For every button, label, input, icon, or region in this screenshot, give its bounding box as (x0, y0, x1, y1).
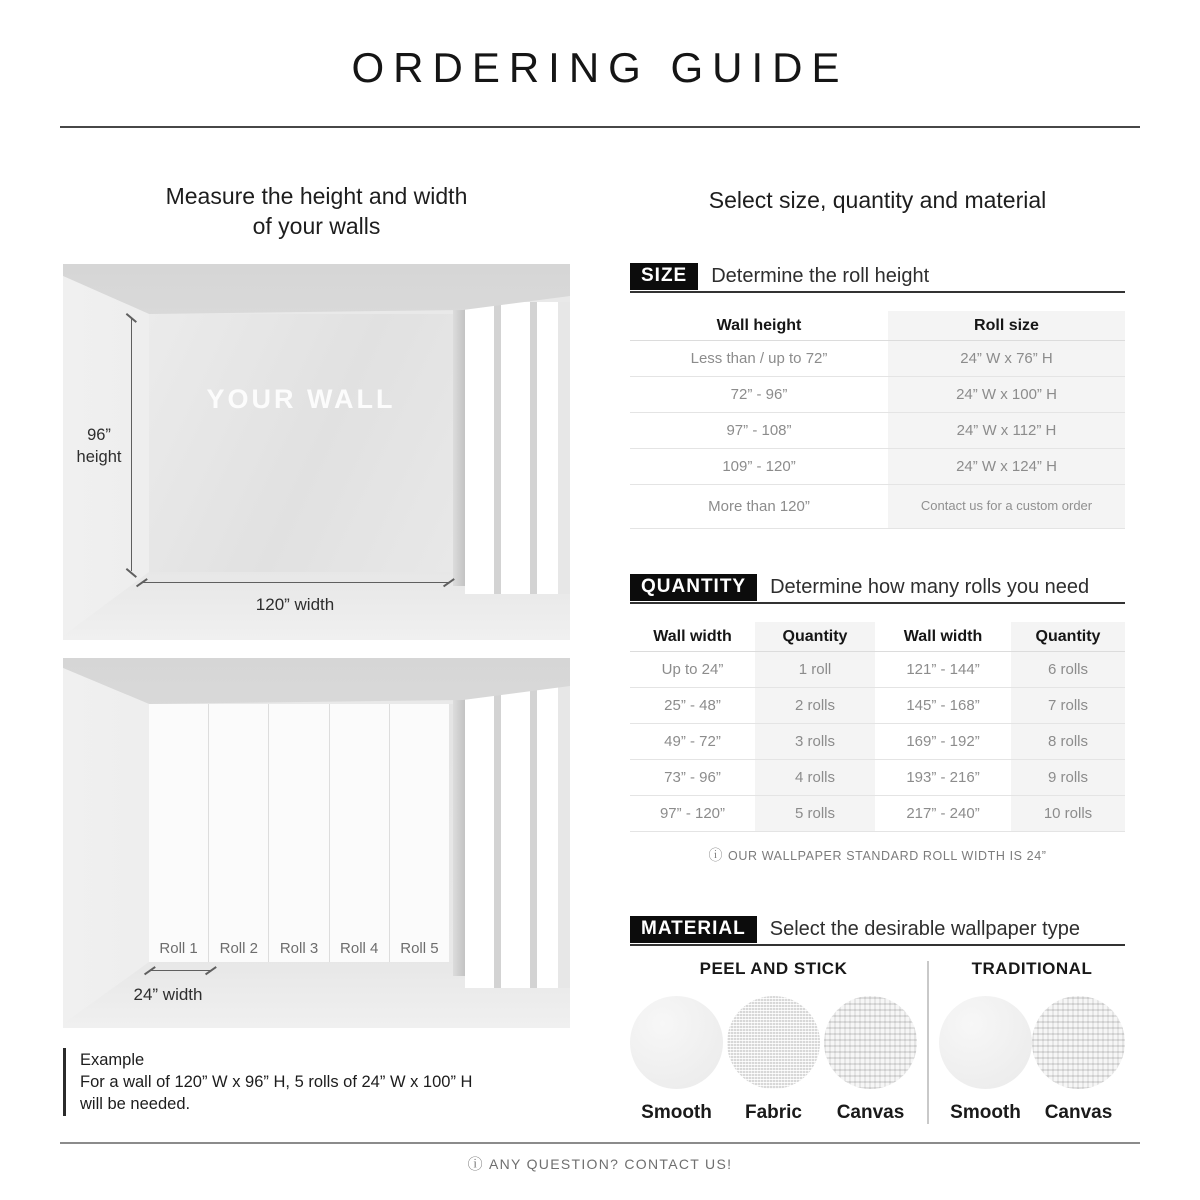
example-block (63, 1048, 573, 1116)
width-measure-line (141, 582, 449, 583)
window-mullion (530, 302, 537, 594)
measure-tick (204, 966, 216, 975)
measure-tick (144, 966, 156, 975)
roll-width-note (630, 845, 1125, 865)
size-table-cell: Less than / up to 72” (630, 341, 888, 377)
size-table-cell: More than 120” (630, 485, 888, 529)
height-word: height (76, 448, 122, 467)
example-title: Example (80, 1051, 145, 1069)
quantity-table-cell: 7 rolls (1011, 688, 1125, 724)
material-section (630, 916, 1125, 1124)
quantity-table-cell: 5 rolls (755, 796, 875, 832)
height-value: 96” (87, 426, 111, 444)
roll-label: Roll 3 (279, 940, 319, 957)
footer-contact (0, 1153, 1200, 1174)
size-table-cell: 24” W x 124” H (888, 449, 1125, 485)
canvas-texture-swatch (824, 996, 917, 1089)
window (465, 682, 570, 988)
material-badge: MATERIAL (630, 916, 757, 943)
quantity-table-cell: 8 rolls (1011, 724, 1125, 760)
quantity-table-cell: 193” - 216” (875, 760, 1011, 796)
quantity-badge: QUANTITY (630, 574, 757, 601)
size-table-cell: Contact us for a custom order (888, 485, 1125, 529)
window-edge (558, 302, 570, 594)
quantity-table-cell: 169” - 192” (875, 724, 1011, 760)
quantity-table-header: Wall width (630, 622, 755, 652)
example-line2: will be needed. (80, 1095, 191, 1114)
header-divider (60, 126, 1140, 128)
window-edge (558, 682, 570, 988)
roll-panel (269, 704, 329, 962)
window (465, 302, 570, 594)
roll-panel (390, 704, 449, 962)
roll-width-label: 24” width (133, 985, 203, 1004)
page-title: ORDERING GUIDE (351, 44, 849, 91)
footer-contact-text: ANY QUESTION? CONTACT US! (488, 1156, 733, 1172)
material-option-label: Canvas (1044, 1102, 1113, 1123)
measure-walls-heading (63, 182, 570, 242)
size-table-cell: 97” - 108” (630, 413, 888, 449)
quantity-table-header: Quantity (755, 622, 875, 652)
size-subtitle: Determine the roll height (711, 265, 930, 287)
height-label (63, 424, 135, 469)
measure-walls-heading-line2: of your walls (252, 212, 381, 239)
quantity-section (630, 574, 1125, 865)
room-illustration-your-wall (63, 264, 570, 640)
quantity-table-cell: 49” - 72” (630, 724, 755, 760)
smooth-texture-swatch (939, 996, 1032, 1089)
info-icon: ⓘ (467, 1156, 484, 1173)
material-section-header (630, 916, 1125, 946)
canvas-texture-swatch (1032, 996, 1125, 1089)
back-wall (149, 314, 453, 572)
size-table-cell: 109” - 120” (630, 449, 888, 485)
material-option-smooth (630, 996, 723, 1124)
roll-panels (149, 704, 449, 962)
size-section-header (630, 263, 1125, 293)
roll-panel (149, 704, 209, 962)
quantity-section-header (630, 574, 1125, 604)
select-size-heading: Select size, quantity and material (708, 187, 1047, 213)
traditional-title: TRADITIONAL (971, 959, 1093, 978)
roll-panel (330, 704, 390, 962)
size-table-cell: 24” W x 76” H (888, 341, 1125, 377)
quantity-table-cell: 97” - 120” (630, 796, 755, 832)
quantity-table-cell: 121” - 144” (875, 652, 1011, 688)
width-label: 120” width (255, 595, 335, 614)
material-option-label: Smooth (641, 1102, 712, 1123)
peel-and-stick-group (630, 959, 917, 1124)
peel-and-stick-title: PEEL AND STICK (699, 959, 848, 978)
quantity-table-cell: 4 rolls (755, 760, 875, 796)
room-illustration-rolls (63, 658, 570, 1028)
quantity-table-cell: 2 rolls (755, 688, 875, 724)
roll-label: Roll 2 (219, 940, 258, 957)
quantity-table-cell: 73” - 96” (630, 760, 755, 796)
peel-and-stick-swatches (630, 996, 917, 1124)
window-mullion (530, 682, 537, 988)
roll-width-measure-line (149, 970, 211, 971)
window-mullion (494, 682, 501, 988)
size-table-cell: 24” W x 100” H (888, 377, 1125, 413)
traditional-group (939, 959, 1125, 1124)
example-line1: For a wall of 120” W x 96” H, 5 rolls of 24” W x 100” H (80, 1073, 473, 1092)
roll-label: Roll 5 (400, 940, 439, 957)
quantity-table-header: Wall width (875, 622, 1011, 652)
quantity-table-cell: Up to 24” (630, 652, 755, 688)
wall-pillar (453, 698, 465, 976)
roll-label: Roll 4 (340, 940, 379, 957)
material-option-fabric (727, 996, 820, 1124)
quantity-table-cell: 217” - 240” (875, 796, 1011, 832)
material-option-label: Smooth (950, 1102, 1021, 1123)
material-option-canvas (824, 996, 917, 1124)
wall-pillar (453, 308, 465, 586)
quantity-table-cell: 6 rolls (1011, 652, 1125, 688)
size-table-header-wall-height: Wall height (630, 311, 888, 341)
measure-walls-heading-line1: Measure the height and width (165, 183, 468, 209)
material-option-canvas (1032, 996, 1125, 1124)
quantity-table-cell: 3 rolls (755, 724, 875, 760)
quantity-table-cell: 25” - 48” (630, 688, 755, 724)
roll-label: Roll 1 (159, 940, 198, 957)
your-wall-label: YOUR WALL (206, 384, 396, 414)
size-table-cell: 24” W x 112” H (888, 413, 1125, 449)
window-mullion (494, 302, 501, 594)
material-options (630, 959, 1125, 1124)
material-group-divider (927, 961, 929, 1124)
material-option-label: Fabric (744, 1102, 803, 1123)
size-table (630, 311, 1125, 529)
size-section (630, 263, 1125, 529)
quantity-table-cell: 10 rolls (1011, 796, 1125, 832)
smooth-texture-swatch (630, 996, 723, 1089)
info-icon: ⓘ (708, 847, 724, 863)
quantity-subtitle: Determine how many rolls you need (770, 576, 1090, 598)
material-option-smooth (939, 996, 1032, 1124)
traditional-swatches (939, 996, 1125, 1124)
size-table-header-roll-size: Roll size (888, 311, 1125, 341)
material-subtitle: Select the desirable wallpaper type (769, 918, 1080, 940)
roll-panel (209, 704, 269, 962)
quantity-table-cell: 145” - 168” (875, 688, 1011, 724)
material-option-label: Canvas (836, 1102, 905, 1123)
roll-width-note-text: OUR WALLPAPER STANDARD ROLL WIDTH IS 24” (728, 849, 1047, 863)
quantity-table (630, 622, 1125, 832)
quantity-table-header: Quantity (1011, 622, 1125, 652)
quantity-table-cell: 9 rolls (1011, 760, 1125, 796)
fabric-texture-swatch (727, 996, 820, 1089)
size-badge: SIZE (630, 263, 698, 290)
footer-divider (60, 1142, 1140, 1144)
quantity-table-cell: 1 roll (755, 652, 875, 688)
size-table-cell: 72” - 96” (630, 377, 888, 413)
